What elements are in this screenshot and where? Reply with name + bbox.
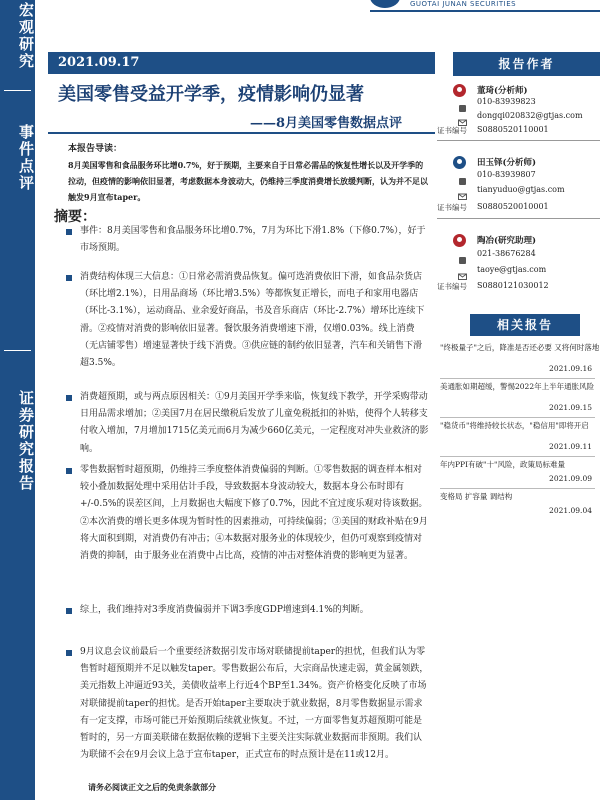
guide-text: 8月美国零售和食品服务环比增0.7%，好于预期，主要来自于日常必需品的恢复性增长以及开学季的拉动，但疫情的影响依旧显著，考虑数据本身波动大，仍维持三季度消费增长放缓判断，认为并不足以触发9月宣布taper。 bbox=[68, 160, 428, 202]
analyst-cert: S0880520010001 bbox=[477, 202, 549, 211]
bullet-icon bbox=[66, 229, 72, 235]
logo-icon bbox=[370, 0, 400, 8]
bullet-icon bbox=[66, 468, 72, 474]
report-title: 美国零售受益开学季，疫情影响仍显著 bbox=[58, 84, 364, 105]
analyst-avatar-icon bbox=[453, 84, 466, 97]
related-report-title[interactable]: "终极量子"之后，降准是否还必要 又将何时落地 bbox=[440, 343, 600, 352]
phone-icon bbox=[458, 171, 467, 180]
analyst-cert-label: 证书编号 bbox=[437, 126, 467, 135]
summary-heading: 摘要： bbox=[54, 209, 96, 225]
related-report-date: 2021.09.04 bbox=[549, 506, 592, 515]
summary-item: 事件：8月美国零售和食品服务环比增0.7%，7月为环比下滑1.8%（下修0.7%），好于市场预期。 bbox=[80, 226, 426, 254]
summary-item: 9月议息会议前最后一个重要经济数据引发市场对联储提前taper的担忧，但我们认为零售暂时超预期并不足以触发taper。零售数据公布后，大宗商品快速走弱，黄金属领跌，美元指数上冲逼近93关，美债收益率上行近4个BP至1.34%。资产价格变化反映了市场对联储提前taper的担忧。是否开始taper主要取决于就业数据，8月零售数据显示需求有一定支撑，市场可能已开始预期后续就业恢复。不过，一方面零售复苏超预期可能是暂时的，另一方面美联储在数据依赖的逻辑下主要关注实际就业数据而非预期。我们认为联储不会在9月会议上急于宣布taper，正式宣布的时点预计是在11或12月。 bbox=[80, 647, 429, 761]
analyst-phone: 021-38676284 bbox=[477, 249, 536, 258]
related-divider bbox=[440, 417, 595, 418]
analyst-email[interactable]: tianyuduo@gtjas.com bbox=[477, 185, 565, 194]
related-divider bbox=[440, 488, 595, 489]
bullet-icon bbox=[66, 275, 72, 281]
related-report-title[interactable]: 变格局 扩容量 调结构 bbox=[440, 492, 513, 501]
sidebar-label-top: 宏观研究 bbox=[17, 2, 35, 70]
analyst-name: 董琦(分析师) bbox=[477, 86, 528, 96]
analyst-cert-label: 证书编号 bbox=[437, 282, 467, 291]
phone-icon bbox=[458, 98, 467, 107]
bullet-icon bbox=[66, 395, 72, 401]
analyst-name: 陶冶(研究助理) bbox=[477, 236, 537, 246]
report-date: 2021.09.17 bbox=[58, 55, 140, 70]
related-divider bbox=[440, 456, 595, 457]
sidebar-label-bottom: 证券研究报告 bbox=[17, 390, 35, 492]
related-report-title[interactable]: "稳货币"将维持较长状态，"稳信用"即将开启 bbox=[440, 421, 589, 430]
title-divider bbox=[48, 132, 435, 134]
analyst-cert: S0880520110001 bbox=[477, 125, 549, 134]
email-icon bbox=[458, 186, 467, 195]
sidebar-label-mid: 事件点评 bbox=[17, 124, 35, 192]
related-report-title[interactable]: 年内PPI有破"十"风险，政策局标难量 bbox=[440, 460, 565, 469]
sidebar-divider bbox=[4, 90, 31, 91]
summary-item: 零售数据暂时超预期，仍维持三季度整体消费偏弱的判断。①零售数据的调查样本相对较小叠加数据处理中采用估计手段，导致数据本身波动较大，数据本身公布时即有+/-0.5%的误差区间，上月数据也大幅度下修了0.7%，因此不宜过度乐观对待该数据。②本次消费的增长更多体现为暂时性的因素推动，可持续偏弱；③美国的财政补贴在9月将大面积到期，对消费仍有冲击；④本数据对服务业的体现较少，但仍可观察到疫情对消费的抑制，由于服务业在消费中占比高，疫情的冲击对整体消费的影响更为显著。 bbox=[80, 465, 428, 562]
analyst-avatar-icon bbox=[453, 234, 466, 247]
analyst-email[interactable]: taoye@gtjas.com bbox=[477, 265, 547, 274]
analyst-avatar-icon bbox=[453, 156, 466, 169]
footer-disclaimer: 请务必阅读正文之后的免责条款部分 bbox=[88, 782, 216, 792]
summary-item: 综上，我们维持对3季度消费偏弱并下调3季度GDP增速到4.1%的判断。 bbox=[80, 605, 369, 615]
report-subtitle: ——8月美国零售数据点评 bbox=[250, 116, 403, 131]
bullet-icon bbox=[66, 608, 72, 614]
summary-item: 消费结构体现三大信息：①日常必需消费品恢复。偏可选消费依旧下滑，如食品杂货店（环比增2.1%），日用品商场（环比增3.5%）等都恢复正增长，而电子和家用电器店（环比-3.1%），运动商品、业余爱好商品，书及音乐商店（环比-2.7%）增环比连续下滑。②疫情对消费的影响依旧显著。餐饮服务消费增速下滑，仅增0.03%。线上消费（无店铺零售）增速显著快于线下消费。③供应链的制约依旧显著，汽车和关销售下滑超3.5%。 bbox=[80, 272, 425, 369]
related-heading: 相关报告 bbox=[470, 314, 580, 336]
related-report-date: 2021.09.09 bbox=[549, 474, 592, 483]
bullet-icon bbox=[66, 650, 72, 656]
analyst-cert: S0880121030012 bbox=[477, 281, 549, 290]
sidebar-divider bbox=[4, 350, 31, 351]
brand-rule bbox=[370, 10, 600, 12]
related-report-date: 2021.09.16 bbox=[549, 364, 592, 373]
analyst-phone: 010-83939823 bbox=[477, 97, 536, 106]
brand-logo bbox=[370, 0, 600, 12]
related-divider bbox=[440, 378, 595, 379]
analyst-name: 田玉铎(分析师) bbox=[477, 158, 537, 168]
brand-name: GUOTAI JUNAN SECURITIES bbox=[410, 0, 517, 8]
phone-icon bbox=[458, 250, 467, 259]
email-icon bbox=[458, 112, 467, 121]
analyst-phone: 010-83939807 bbox=[477, 170, 536, 179]
related-report-title[interactable]: 美通胀如期超缓，警惕2022年上半年通胀风险 bbox=[440, 382, 595, 391]
analyst-cert-label: 证书编号 bbox=[437, 203, 467, 212]
related-report-date: 2021.09.11 bbox=[549, 442, 592, 451]
email-icon bbox=[458, 266, 467, 275]
analyst-email[interactable]: dongqi020832@gtjas.com bbox=[477, 111, 583, 120]
guide-heading: 本报告导读： bbox=[68, 144, 123, 154]
analyst-divider bbox=[437, 218, 600, 219]
related-report-date: 2021.09.15 bbox=[549, 403, 592, 412]
analyst-divider bbox=[437, 140, 600, 141]
summary-item: 消费超预期，或与两点原因相关：①9月美国开学季来临，恢复线下教学，开学采购带动日用品需求增加；②美国7月在居民缴税后发放了儿童免税抵扣的补贴，使得个人转移支付收入增加，7月增加1715亿美元而6月为减少660亿美元，一定程度对冲失业救济的影响。 bbox=[80, 392, 429, 454]
authors-heading: 报告作者 bbox=[453, 52, 600, 76]
